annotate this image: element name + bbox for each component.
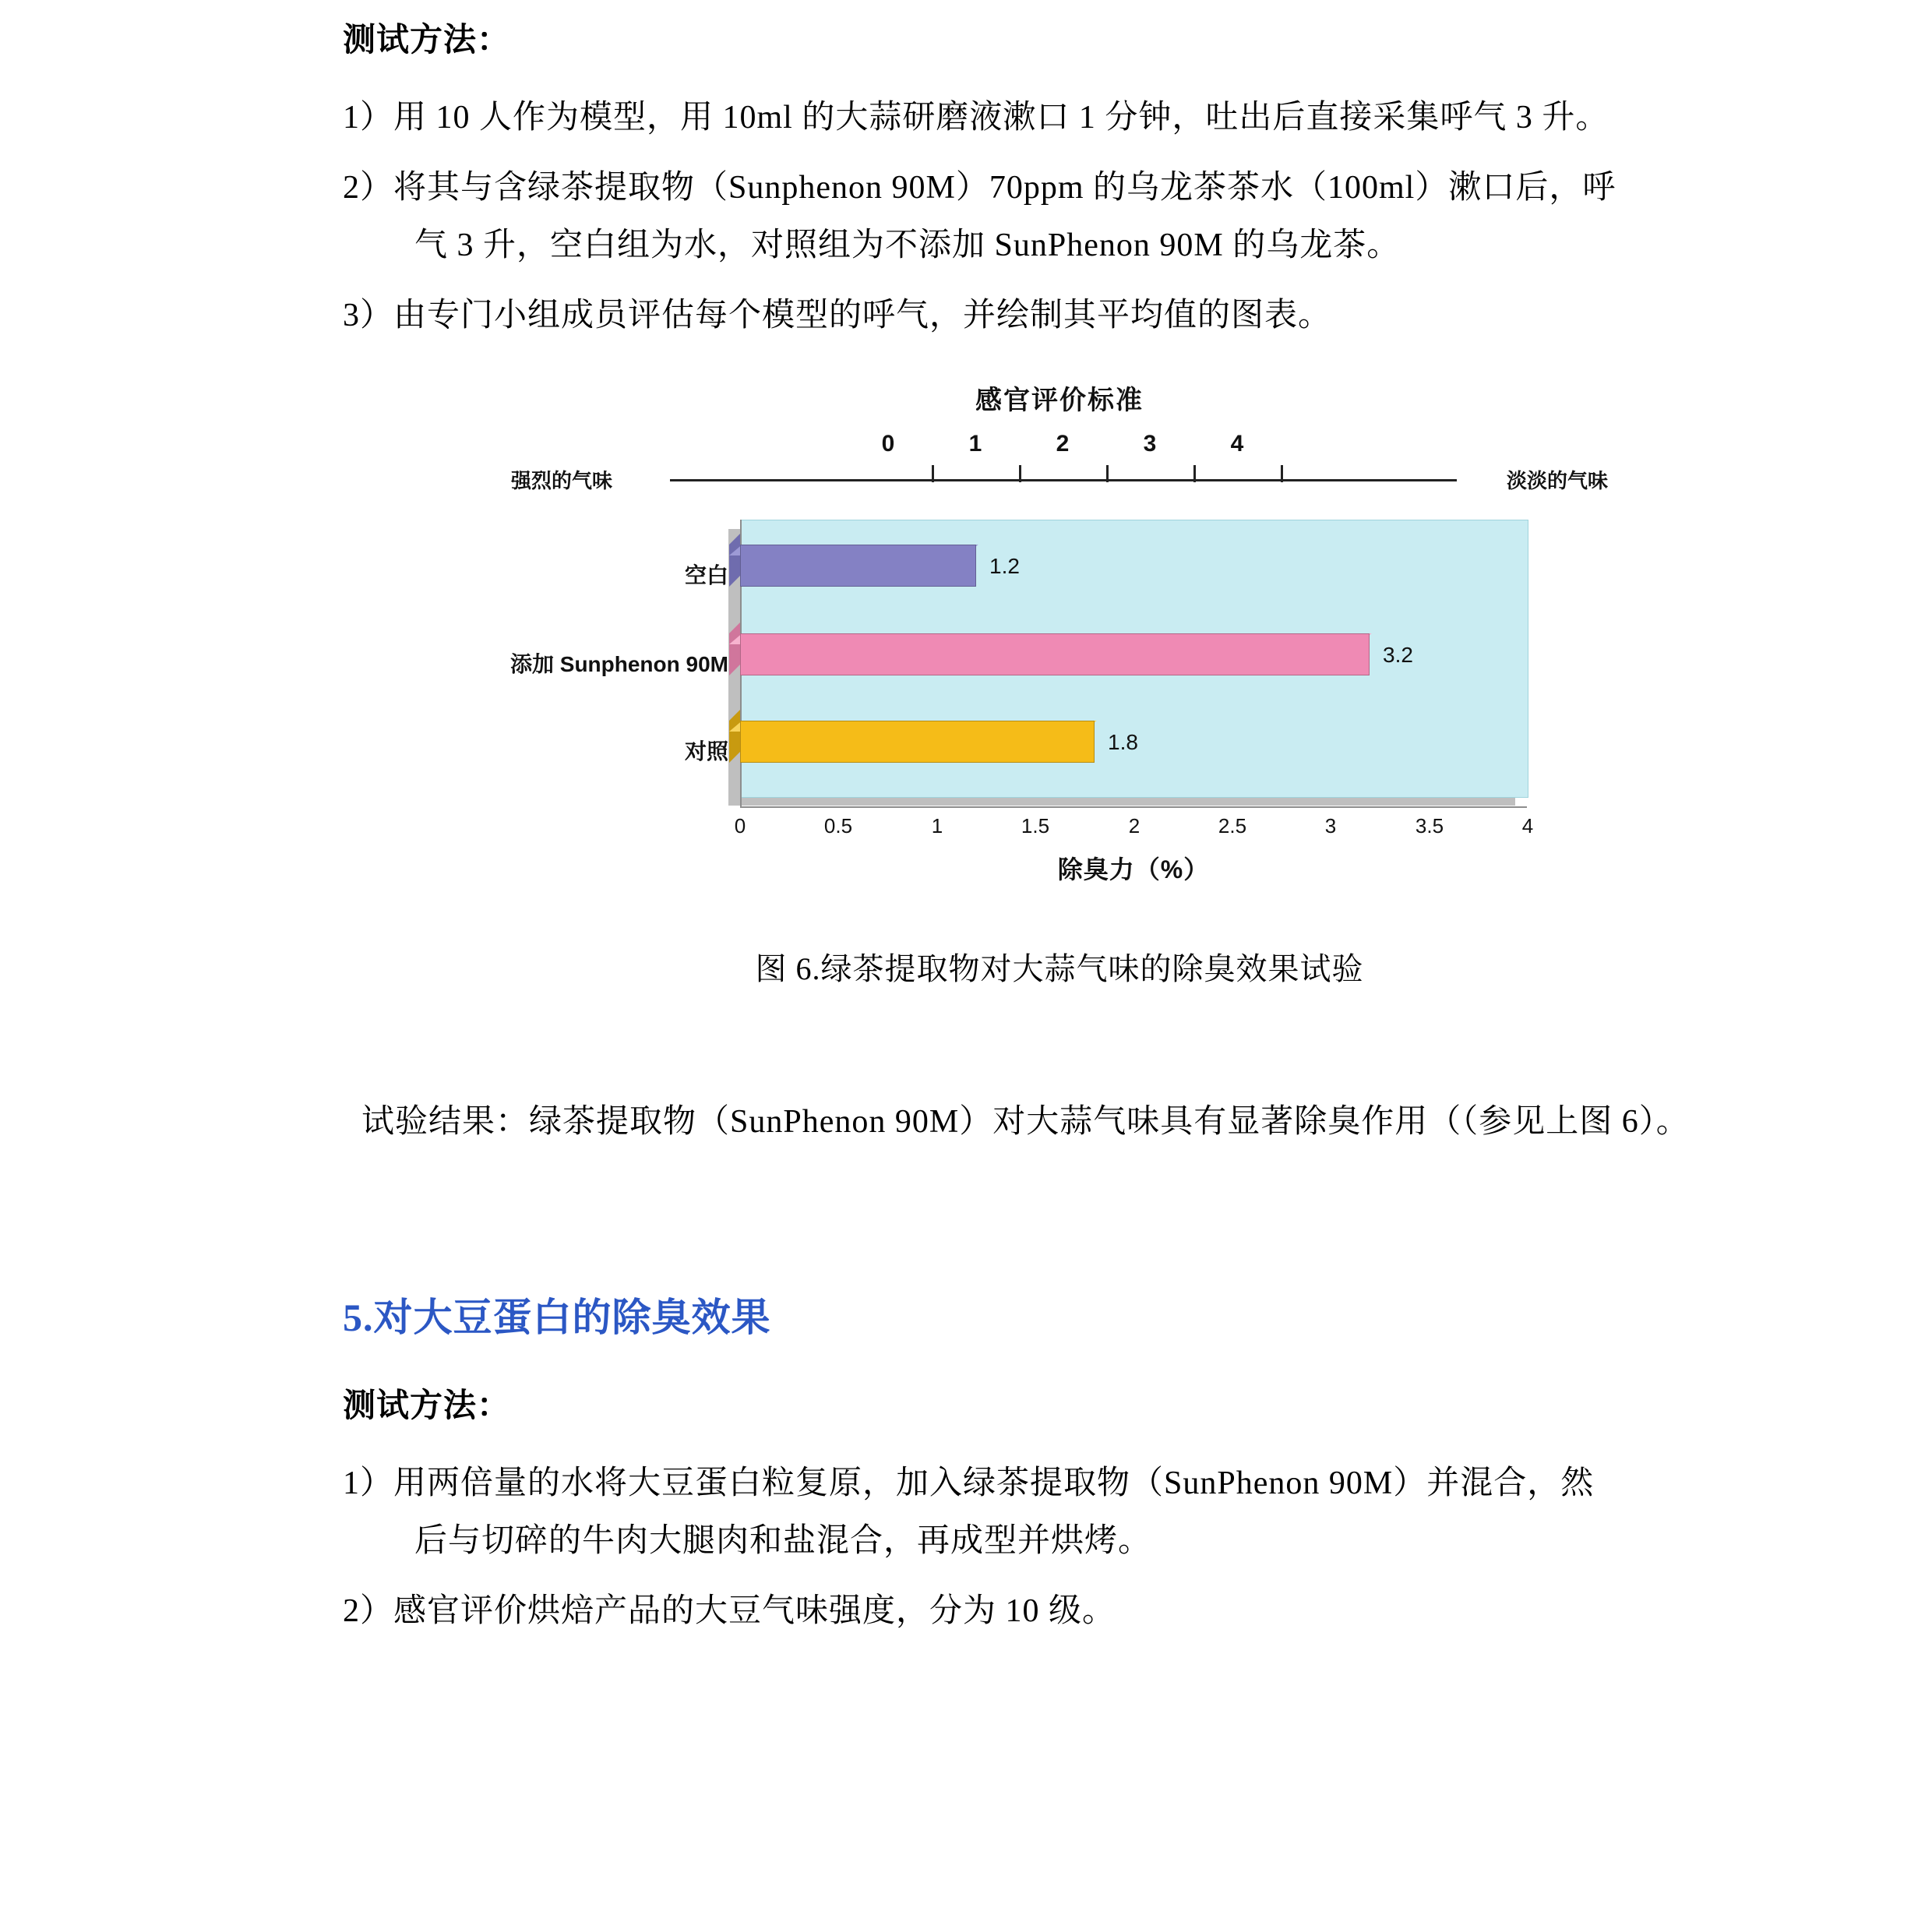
test-result-text: 试验结果：绿茶提取物（SunPhenon 90M）对大蒜气味具有显著除臭作用（（参见上图 6）。 [361, 1104, 1690, 1140]
bar-value-blank: 1.2 [989, 554, 1020, 578]
x-tick-label: 0 [734, 814, 746, 838]
x-tick-label: 2.5 [1218, 814, 1247, 838]
test-method-title-top: 测试方法： [343, 23, 511, 58]
x-tick-label: 2 [1128, 814, 1141, 838]
scale-number: 1 [968, 431, 982, 457]
category-label-blank: 空白 [684, 563, 728, 587]
scale-number: 0 [881, 431, 895, 457]
figure-caption: 图 6.绿茶提取物对大蒜气味的除臭效果试验 [755, 951, 1364, 986]
x-tick-label: 3 [1324, 814, 1337, 838]
method-step-2: 2）将其与含绿茶提取物（Sunphenon 90M）70ppm 的乌龙茶茶水（100ml）漱口后，呼 [343, 170, 1616, 206]
scale-number: 4 [1230, 431, 1244, 457]
scale-axis-line [670, 479, 1457, 481]
scale-number: 3 [1143, 431, 1157, 457]
x-tick-label: 3.5 [1415, 814, 1444, 838]
scale-tick [1019, 465, 1021, 482]
soy-method-step-2: 2）感官评价烘焙产品的大豆气味强度，分为 10 级。 [343, 1593, 1116, 1629]
scale-right-label: 淡淡的气味 [1506, 469, 1608, 492]
x-tick-label: 1 [931, 814, 943, 838]
method-step-2-cont: 气 3 升，空白组为水，对照组为不添加 SunPhenon 90M 的乌龙茶。 [414, 227, 1401, 263]
bar-control [740, 721, 1095, 763]
scale-tick [1281, 465, 1283, 482]
x-tick-label: 0.5 [823, 814, 853, 838]
x-axis [740, 806, 1527, 808]
method-step-3: 3）由专门小组成员评估每个模型的呼气，并绘制其平均值的图表。 [343, 298, 1332, 333]
document-page [0, 14, 1932, 1929]
x-tick-label: 4 [1521, 814, 1534, 838]
category-label-sunphenon: 添加 Sunphenon 90M [509, 652, 728, 676]
scale-number: 2 [1056, 431, 1070, 457]
scale-tick [1193, 465, 1196, 482]
scale-tick [932, 465, 934, 482]
category-label-control: 对照 [684, 739, 728, 763]
scale-left-label: 强烈的气味 [511, 469, 613, 492]
bar-value-control: 1.8 [1108, 730, 1138, 754]
chart-title: 感官评价标准 [975, 386, 1144, 415]
bar-blank [740, 545, 976, 587]
bar-chart [506, 379, 1613, 924]
soy-method-step-1: 1）用两倍量的水将大豆蛋白粒复原，加入绿茶提取物（SunPhenon 90M）并混合，然 [343, 1465, 1595, 1501]
section-heading-5: 5.对大豆蛋白的除臭效果 [343, 1296, 771, 1339]
scale-tick [1106, 465, 1109, 482]
bar-sunphenon [740, 633, 1370, 675]
method-step-1: 1）用 10 人作为模型，用 10ml 的大蒜研磨液漱口 1 分钟，吐出后直接采集呼气 3 升。 [343, 100, 1609, 136]
x-tick-label: 1.5 [1021, 814, 1050, 838]
bar-value-sunphenon: 3.2 [1383, 643, 1413, 667]
figure-6 [343, 379, 1776, 989]
soy-method-step-1-cont: 后与切碎的牛肉大腿肉和盐混合，再成型并烘烤。 [414, 1523, 1152, 1559]
plot-area [506, 509, 1613, 883]
x-axis-title: 除臭力（%） [1057, 855, 1210, 883]
test-method-title-bottom: 测试方法： [343, 1388, 511, 1424]
sensory-scale [506, 431, 1613, 503]
